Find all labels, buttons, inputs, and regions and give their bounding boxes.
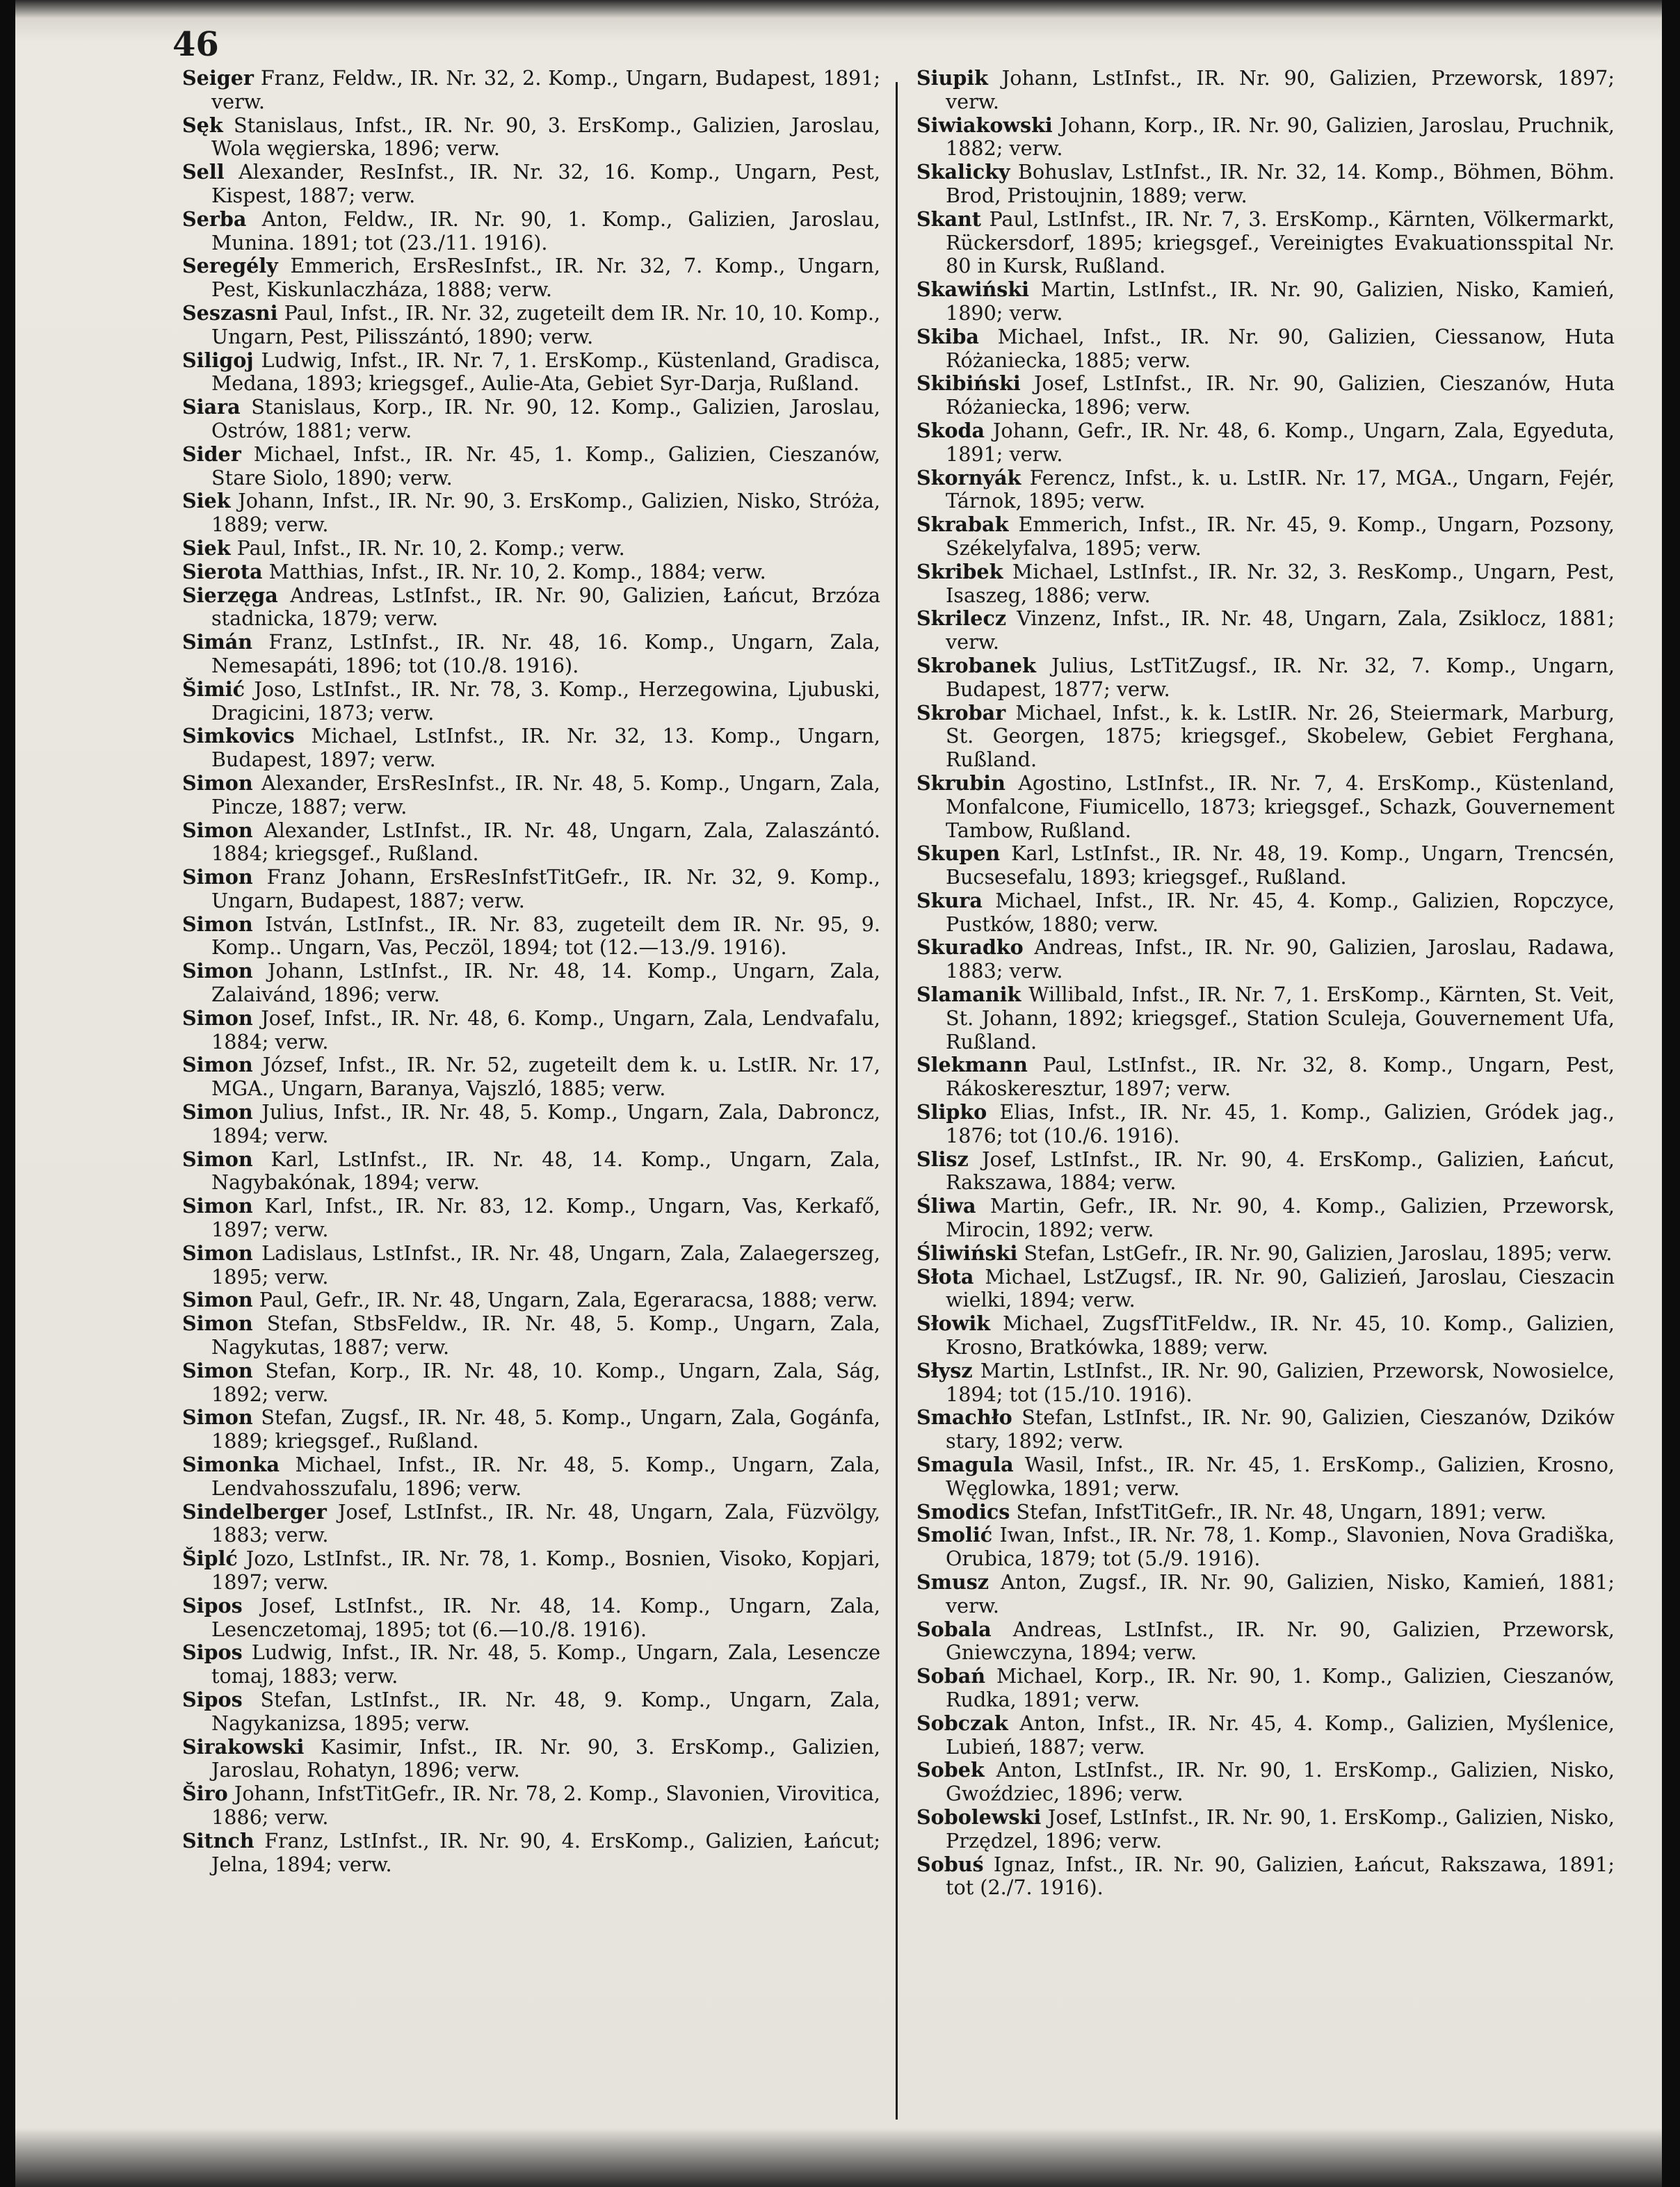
entry-details: Anton, Zugsf., IR. Nr. 90, Galizien, Nisko, Kamień, 1881; verw. [946, 1570, 1615, 1617]
entry-details: Vinzenz, Infst., IR. Nr. 48, Ungarn, Zala, Zsiklocz, 1881; verw. [946, 606, 1615, 654]
entry-surname: Smusz [916, 1570, 990, 1594]
list-entry [916, 1101, 1615, 1148]
list-entry [182, 208, 880, 255]
list-entry [916, 936, 1615, 983]
entry-surname: Skiba [916, 324, 979, 348]
entry-details: Michael, Infst., IR. Nr. 45, 1. Komp., Galizien, Cieszanów, Stare Siolo, 1890; verw. [211, 442, 880, 490]
entry-surname: Simon [182, 1053, 253, 1077]
list-entry [916, 278, 1615, 325]
entry-surname: Simon [182, 1288, 253, 1312]
list-entry [916, 419, 1615, 467]
entry-details: Joso, LstInfst., IR. Nr. 78, 3. Komp., Herzegowina, Ljubuski, Dragicini, 1873; verw. [211, 677, 880, 725]
entry-surname: Seszasni [182, 300, 278, 325]
entry-surname: Śliwiński [916, 1241, 1018, 1265]
entry-surname: Słysz [916, 1358, 973, 1382]
list-entry [182, 443, 880, 490]
list-entry [916, 1618, 1615, 1665]
list-entry [916, 67, 1615, 114]
entry-details: Johann, Korp., IR. Nr. 90, Galizien, Jaroslau, Pruchnik, 1882; verw. [946, 113, 1615, 161]
entry-details: István, LstInfst., IR. Nr. 83, zugeteilt dem IR. Nr. 95, 9. Komp.. Ungarn, Vas, Peczöl, 1894; tot (12.—13./9. 1916). [211, 912, 880, 960]
entry-details: Josef, LstInfst., IR. Nr. 90, 4. ErsKomp., Galizien, Łańcut, Rakszawa, 1884; verw. [946, 1147, 1615, 1195]
entry-surname: Skuradko [916, 935, 1024, 960]
entry-surname: Simon [182, 818, 253, 842]
entry-surname: Skawiński [916, 277, 1030, 302]
entry-details: Stefan, Korp., IR. Nr. 48, 10. Komp., Ungarn, Zala, Ság, 1892; verw. [211, 1358, 881, 1406]
list-entry [916, 1665, 1615, 1712]
entry-surname: Skoda [916, 418, 985, 442]
list-entry [916, 1266, 1615, 1313]
entry-details: Andreas, LstInfst., IR. Nr. 90, Galizien, Przeworsk, Gniewczyna, 1894; verw. [946, 1617, 1615, 1665]
entry-details: Andreas, LstInfst., IR. Nr. 90, Galizien, Łańcut, Brzóza stadnicka, 1879; verw. [211, 583, 880, 631]
list-entry [916, 208, 1615, 278]
entry-details: Bohuslav, LstInfst., IR. Nr. 32, 14. Komp., Böhmen, Böhm. Brod, Pristoujnin, 1889; verw. [946, 160, 1615, 207]
entry-surname: Sider [182, 442, 241, 466]
list-entry [182, 866, 880, 913]
list-entry [916, 114, 1615, 161]
list-entry [182, 1406, 880, 1453]
list-entry [182, 537, 880, 560]
entry-surname: Skrubin [916, 770, 1005, 795]
scan-edge-left [0, 0, 15, 2187]
entry-details: Matthias, Infst., IR. Nr. 10, 2. Komp., 1884; verw. [268, 559, 766, 583]
entry-details: Josef, LstInfst., IR. Nr. 90, 1. ErsKomp., Galizien, Nisko, Przędzel, 1896; verw. [946, 1805, 1615, 1853]
entry-details: Josef, LstInfst., IR. Nr. 90, Galizien, Cieszanów, Huta Różaniecka, 1896; verw. [946, 371, 1615, 419]
page-number: 46 [172, 25, 219, 64]
list-entry [916, 842, 1615, 889]
list-entry [182, 631, 880, 678]
entry-surname: Siek [182, 489, 231, 513]
entry-surname: Skibiński [916, 371, 1021, 396]
entry-surname: Simonka [182, 1453, 280, 1477]
list-entry [916, 702, 1615, 772]
list-entry [916, 889, 1615, 937]
entry-details: Martin, Gefr., IR. Nr. 90, 4. Komp., Galizien, Przeworsk, Mirocin, 1892; verw. [946, 1194, 1615, 1242]
list-entry [916, 1359, 1615, 1407]
entry-details: Michael, Infst., IR. Nr. 48, 5. Komp., Ungarn, Zala, Lendvahosszufalu, 1896; verw. [211, 1453, 880, 1500]
list-entry [916, 325, 1615, 373]
list-entry [916, 1853, 1615, 1900]
list-entry [182, 67, 880, 114]
entry-details: Johann, Gefr., IR. Nr. 48, 6. Komp., Ungarn, Zala, Egyeduta, 1891; verw. [946, 418, 1615, 466]
entry-surname: Siek [182, 535, 231, 560]
entry-details: Franz, Feldw., IR. Nr. 32, 2. Komp., Ungarn, Budapest, 1891; verw. [211, 66, 880, 113]
entry-surname: Simon [182, 770, 253, 795]
entry-details: Josef, Infst., IR. Nr. 48, 6. Komp., Ungarn, Zala, Lendvafalu, 1884; verw. [211, 1006, 881, 1054]
list-entry [182, 255, 880, 302]
entry-details: Ludwig, Infst., IR. Nr. 48, 5. Komp., Ungarn, Zala, Lesencze tomaj, 1883; verw. [211, 1640, 880, 1688]
entry-details: Stefan, LstInfst., IR. Nr. 90, Galizien, Cieszanów, Dzików stary, 1892; verw. [946, 1405, 1615, 1453]
entry-details: Franz Johann, ErsResInfstTitGefr., IR. Nr. 32, 9. Komp., Ungarn, Budapest, 1887; verw. [211, 865, 880, 912]
entry-surname: Sirakowski [182, 1734, 305, 1759]
entry-surname: Skalicky [916, 160, 1010, 184]
entry-surname: Siwiakowski [916, 113, 1053, 137]
list-entry [182, 1242, 880, 1289]
entry-surname: Slisz [916, 1147, 969, 1171]
entry-surname: Slamanik [916, 983, 1021, 1007]
entry-details: Andreas, Infst., IR. Nr. 90, Galizien, Jaroslau, Radawa, 1883; verw. [946, 935, 1615, 983]
list-entry [182, 1148, 880, 1195]
entry-surname: Simon [182, 1147, 253, 1171]
entry-details: Josef, LstInfst., IR. Nr. 48, Ungarn, Zala, Füzvölgy, 1883; verw. [211, 1499, 880, 1547]
entry-details: Paul, LstInfst., IR. Nr. 7, 3. ErsKomp., Kärnten, Völkermarkt, Rückersdorf, 1895; kriegsgef., Vereinigtes Evakuationsspital Nr. 80 in Kursk, Rußland. [946, 207, 1615, 278]
entry-surname: Simkovics [182, 724, 295, 748]
entry-details: Michael, LstZugsf., IR. Nr. 90, Galizień, Jaroslau, Cieszacin wielki, 1894; verw. [946, 1264, 1615, 1312]
entry-surname: Širo [182, 1782, 228, 1806]
column-divider [896, 82, 898, 2120]
entry-surname: Sobolewski [916, 1805, 1042, 1829]
entry-details: Paul, LstInfst., IR. Nr. 32, 8. Komp., Ungarn, Pest, Rákoskeresztur, 1897; verw. [946, 1053, 1615, 1101]
list-entry [916, 1524, 1615, 1571]
entry-surname: Sipos [182, 1687, 243, 1711]
list-entry [182, 913, 880, 960]
list-entry [182, 114, 880, 161]
entry-surname: Skrabak [916, 513, 1009, 537]
list-entry [182, 1688, 880, 1736]
entry-details: Stefan, StbsFeldw., IR. Nr. 48, 5. Komp., Ungarn, Zala, Nagykutas, 1887; verw. [211, 1312, 880, 1359]
list-entry [916, 1806, 1615, 1853]
list-entry [916, 1406, 1615, 1453]
entry-details: Josef, LstInfst., IR. Nr. 48, 14. Komp., Ungarn, Zala, Lesenczetomaj, 1895; tot (6.—10./8. 1916). [211, 1593, 880, 1641]
entry-details: Ludwig, Infst., IR. Nr. 7, 1. ErsKomp., Küstenland, Gradisca, Medana, 1893; kriegsgef., Aulie-Ata, Gebiet Syr-Darja, Rußland. [211, 348, 880, 396]
entry-details: Michael, Korp., IR. Nr. 90, 1. Komp., Galizien, Cieszanów, Rudka, 1891; verw. [946, 1664, 1615, 1711]
entry-surname: Simon [182, 959, 253, 983]
entry-details: Jozo, LstInfst., IR. Nr. 78, 1. Komp., Bosnien, Visoko, Kopjari, 1897; verw. [211, 1547, 880, 1594]
entry-details: Stanislaus, Infst., IR. Nr. 90, 3. ErsKomp., Galizien, Jaroslau, Wola węgierska, 1896; verw. [211, 113, 880, 161]
entry-details: Stefan, LstGefr., IR. Nr. 90, Galizien, Jaroslau, 1895; verw. [1024, 1241, 1613, 1265]
entry-surname: Sobek [916, 1758, 985, 1782]
entry-details: Agostino, LstInfst., IR. Nr. 7, 4. ErsKomp., Küstenland, Monfalcone, Fiumicello, 1873; kriegsgef., Schazk, Gouvernement Tambow, Rußland. [946, 770, 1615, 842]
entry-details: Stefan, Zugsf., IR. Nr. 48, 5. Komp., Ungarn, Zala, Gogánfa, 1889; kriegsgef., Rußland. [211, 1405, 880, 1453]
entry-surname: Simon [182, 1006, 253, 1030]
entry-details: Martin, LstInfst., IR. Nr. 90, Galizien, Przeworsk, Nowosielce, 1894; tot (15./10. 1916). [946, 1358, 1615, 1406]
entry-surname: Seiger [182, 66, 254, 90]
entry-details: Stefan, InfstTitGefr., IR. Nr. 48, Ungarn, 1891; verw. [1016, 1499, 1546, 1524]
entry-details: Johann, LstInfst., IR. Nr. 90, Galizien, Przeworsk, 1897; verw. [946, 66, 1615, 113]
entry-surname: Simon [182, 912, 253, 936]
entry-details: Alexander, LstInfst., IR. Nr. 48, Ungarn, Zala, Zalaszántó. 1884; kriegsgef., Rußland. [211, 818, 880, 866]
entry-surname: Sell [182, 160, 225, 184]
entry-details: Karl, LstInfst., IR. Nr. 48, 14. Komp., Ungarn, Zala, Nagybakónak, 1894; verw. [211, 1147, 880, 1195]
entry-details: Emmerich, ErsResInfst., IR. Nr. 32, 7. Komp., Ungarn, Pest, Kiskunlaczháza, 1888; verw. [211, 254, 881, 302]
entry-surname: Skrilecz [916, 606, 1007, 631]
entry-surname: Sęk [182, 113, 223, 137]
entry-surname: Sipos [182, 1593, 243, 1617]
entry-details: Karl, LstInfst., IR. Nr. 48, 19. Komp., Ungarn, Trencsén, Bucsesefalu, 1893; kriegsgef., Rußland. [946, 841, 1615, 889]
entry-surname: Simon [182, 1358, 253, 1382]
entry-details: Michael, Infst., IR. Nr. 45, 4. Komp., Galizien, Ropczyce, Pustków, 1880; verw. [946, 888, 1615, 936]
entry-surname: Skrobar [916, 700, 1006, 725]
list-entry [182, 1312, 880, 1359]
entry-details: Karl, Infst., IR. Nr. 83, 12. Komp., Ungarn, Vas, Kerkafő, 1897; verw. [211, 1194, 881, 1242]
entry-details: Franz, LstInfst., IR. Nr. 90, 4. ErsKomp., Galizien, Łańcut; Jelna, 1894; verw. [211, 1828, 880, 1876]
entry-details: Anton, Feldw., IR. Nr. 90, 1. Komp., Galizien, Jaroslau, Munina. 1891; tot (23./11. 1916). [211, 207, 880, 255]
list-entry [916, 560, 1615, 608]
entry-details: Julius, Infst., IR. Nr. 48, 5. Komp., Ungarn, Zala, Dabroncz, 1894; verw. [211, 1100, 880, 1147]
entry-details: Johann, InfstTitGefr., IR. Nr. 78, 2. Komp., Slavonien, Virovitica, 1886; verw. [211, 1782, 880, 1829]
list-entry [182, 349, 880, 396]
list-entry [182, 1453, 880, 1501]
list-entry [916, 1571, 1615, 1618]
entry-details: Ladislaus, LstInfst., IR. Nr. 48, Ungarn, Zala, Zalaegerszeg, 1895; verw. [211, 1241, 880, 1289]
entry-surname: Serba [182, 207, 247, 231]
entry-details: Johann, Infst., IR. Nr. 90, 3. ErsKomp., Galizien, Nisko, Stróża, 1889; verw. [211, 489, 881, 537]
list-entry [182, 1736, 880, 1783]
entry-details: Alexander, ResInfst., IR. Nr. 32, 16. Komp., Ungarn, Pest, Kispest, 1887; verw. [211, 160, 880, 207]
list-entry [182, 1054, 880, 1101]
entry-details: Anton, LstInfst., IR. Nr. 90, 1. ErsKomp., Galizien, Nisko, Gwoździec, 1896; verw. [946, 1758, 1615, 1806]
list-entry [182, 1101, 880, 1148]
list-entry [916, 983, 1615, 1054]
entry-surname: Sierota [182, 559, 263, 583]
entry-details: Paul, Infst., IR. Nr. 10, 2. Komp.; verw. [236, 535, 625, 560]
entry-surname: Skura [916, 888, 983, 912]
entry-surname: Smagula [916, 1453, 1014, 1477]
right-column [916, 67, 1615, 2181]
entry-surname: Sierzęga [182, 583, 278, 607]
entry-details: Ferencz, Infst., k. u. LstIR. Nr. 17, MGA., Ungarn, Fejér, Tárnok, 1895; verw. [946, 465, 1615, 513]
entry-surname: Siupik [916, 66, 988, 90]
list-entry [182, 1501, 880, 1548]
entry-details: Kasimir, Infst., IR. Nr. 90, 3. ErsKomp., Galizien, Jaroslau, Rohatyn, 1896; verw. [211, 1734, 881, 1782]
list-entry [182, 678, 880, 725]
entry-surname: Sipos [182, 1640, 243, 1665]
entry-surname: Simán [182, 630, 253, 654]
list-entry [916, 161, 1615, 208]
entry-details: Martin, LstInfst., IR. Nr. 90, Galizien, Nisko, Kamień, 1890; verw. [946, 277, 1615, 325]
entry-surname: Śliwa [916, 1194, 976, 1218]
list-entry [182, 1359, 880, 1407]
entry-details: József, Infst., IR. Nr. 52, zugeteilt dem k. u. LstIR. Nr. 17, MGA., Ungarn, Baranya, Vajszló, 1885; verw. [211, 1053, 880, 1101]
entry-details: Julius, LstTitZugsf., IR. Nr. 32, 7. Komp., Ungarn, Budapest, 1877; verw. [946, 653, 1615, 701]
list-entry [182, 584, 880, 631]
scan-edge-right [1662, 0, 1680, 2187]
entry-surname: Smodics [916, 1499, 1010, 1524]
list-entry [916, 772, 1615, 842]
list-entry [916, 372, 1615, 419]
entry-surname: Simon [182, 1241, 253, 1265]
list-entry [182, 1830, 880, 1877]
entry-surname: Smachło [916, 1405, 1012, 1430]
entry-surname: Skupen [916, 841, 1001, 866]
entry-surname: Sobuś [916, 1852, 984, 1876]
entry-details: Paul, Infst., IR. Nr. 32, zugeteilt dem IR. Nr. 10, 10. Komp., Ungarn, Pest, Pilisszántó, 1890; verw. [211, 300, 881, 348]
entry-details: Elias, Infst., IR. Nr. 45, 1. Komp., Galizien, Gródek jag., 1876; tot (10./6. 1916). [946, 1100, 1615, 1147]
list-entry [182, 396, 880, 443]
entry-surname: Siara [182, 395, 241, 419]
entry-details: Willibald, Infst., IR. Nr. 7, 1. ErsKomp., Kärnten, St. Veit, St. Johann, 1892; kriegsgef., Station Sculeja, Gouvernement Ufa, Rußland. [946, 983, 1615, 1054]
list-entry [182, 560, 880, 584]
entry-surname: Šimić [182, 677, 245, 701]
entry-details: Paul, Gefr., IR. Nr. 48, Ungarn, Zala, Egeraracsa, 1888; verw. [259, 1288, 878, 1312]
entry-surname: Słota [916, 1264, 974, 1289]
entry-surname: Słowik [916, 1312, 991, 1336]
entry-surname: Smolić [916, 1523, 993, 1547]
list-entry [182, 1547, 880, 1595]
list-entry [182, 960, 880, 1007]
entry-details: Michael, ZugsfTitFeldw., IR. Nr. 45, 10. Komp., Galizien, Krosno, Bratkówka, 1889; verw. [946, 1312, 1615, 1359]
list-entry [916, 1148, 1615, 1195]
entry-surname: Sobczak [916, 1711, 1008, 1735]
entry-surname: Simon [182, 1405, 253, 1430]
list-entry [916, 1054, 1615, 1101]
entry-surname: Slekmann [916, 1053, 1028, 1077]
entry-surname: Skant [916, 207, 981, 231]
entry-surname: Sitnch [182, 1828, 255, 1853]
entry-surname: Simon [182, 1312, 253, 1336]
entry-surname: Slipko [916, 1100, 987, 1124]
entry-details: Stefan, LstInfst., IR. Nr. 48, 9. Komp., Ungarn, Zala, Nagykanizsa, 1895; verw. [211, 1687, 880, 1735]
list-entry [916, 1712, 1615, 1759]
list-entry [916, 467, 1615, 514]
entry-details: Iwan, Infst., IR. Nr. 78, 1. Komp., Slavonien, Nova Gradiška, Orubica, 1879; tot (5./9. 1916). [946, 1523, 1615, 1571]
list-entry [182, 1007, 880, 1054]
left-column [182, 67, 880, 2181]
entry-surname: Simon [182, 1194, 253, 1218]
entry-details: Ignaz, Infst., IR. Nr. 90, Galizien, Łańcut, Rakszawa, 1891; tot (2./7. 1916). [946, 1852, 1615, 1900]
list-entry [182, 725, 880, 772]
list-entry [182, 490, 880, 537]
entry-details: Emmerich, Infst., IR. Nr. 45, 9. Komp., Ungarn, Pozsony, Székelyfalva, 1895; verw. [946, 513, 1615, 560]
list-entry [916, 1759, 1615, 1806]
entry-surname: Šiplć [182, 1547, 238, 1571]
entry-surname: Sindelberger [182, 1499, 327, 1524]
entry-surname: Skribek [916, 559, 1003, 583]
list-entry [182, 1641, 880, 1688]
entry-surname: Sobań [916, 1664, 986, 1688]
list-entry [182, 1289, 880, 1312]
entry-details: Franz, LstInfst., IR. Nr. 48, 16. Komp., Ungarn, Zala, Nemesapáti, 1896; tot (10./8. 1916). [211, 630, 881, 677]
entry-details: Anton, Infst., IR. Nr. 45, 4. Komp., Galizien, Myślenice, Lubień, 1887; verw. [946, 1711, 1615, 1759]
entry-surname: Sobala [916, 1617, 992, 1641]
list-entry [182, 1782, 880, 1830]
list-entry [182, 161, 880, 208]
entry-surname: Simon [182, 1100, 253, 1124]
list-entry [182, 772, 880, 819]
entry-details: Michael, Infst., k. k. LstIR. Nr. 26, Steiermark, Marburg, St. Georgen, 1875; kriegsgef., Skobelew, Gebiet Ferghana, Rußland. [946, 700, 1615, 772]
entry-surname: Siligoj [182, 348, 254, 372]
list-entry [916, 1501, 1615, 1524]
entry-details: Johann, LstInfst., IR. Nr. 48, 14. Komp., Ungarn, Zala, Zalaivánd, 1896; verw. [211, 959, 880, 1007]
list-entry [182, 819, 880, 866]
list-entry [182, 1195, 880, 1242]
entry-surname: Seregély [182, 254, 278, 278]
list-entry [916, 654, 1615, 702]
list-entry [916, 1312, 1615, 1359]
list-entry [916, 1453, 1615, 1501]
list-entry [182, 302, 880, 349]
list-entry [916, 607, 1615, 654]
entry-details: Michael, LstInfst., IR. Nr. 32, 13. Komp., Ungarn, Budapest, 1897; verw. [211, 724, 880, 772]
entry-surname: Simon [182, 865, 253, 889]
entry-details: Michael, Infst., IR. Nr. 90, Galizien, Ciessanow, Huta Różaniecka, 1885; verw. [946, 324, 1615, 372]
entry-surname: Skornyák [916, 465, 1021, 490]
entry-details: Michael, LstInfst., IR. Nr. 32, 3. ResKomp., Ungarn, Pest, Isaszeg, 1886; verw. [946, 559, 1615, 607]
list-entry [916, 513, 1615, 560]
list-entry [182, 1595, 880, 1642]
list-entry [916, 1242, 1615, 1266]
entry-details: Alexander, ErsResInfst., IR. Nr. 48, 5. Komp., Ungarn, Zala, Pincze, 1887; verw. [211, 770, 881, 818]
entry-details: Wasil, Infst., IR. Nr. 45, 1. ErsKomp., Galizien, Krosno, Węglowka, 1891; verw. [946, 1453, 1615, 1500]
entry-details: Stanislaus, Korp., IR. Nr. 90, 12. Komp., Galizien, Jaroslau, Ostrów, 1881; verw. [211, 395, 880, 442]
entry-surname: Skrobanek [916, 653, 1036, 677]
list-entry [916, 1195, 1615, 1242]
